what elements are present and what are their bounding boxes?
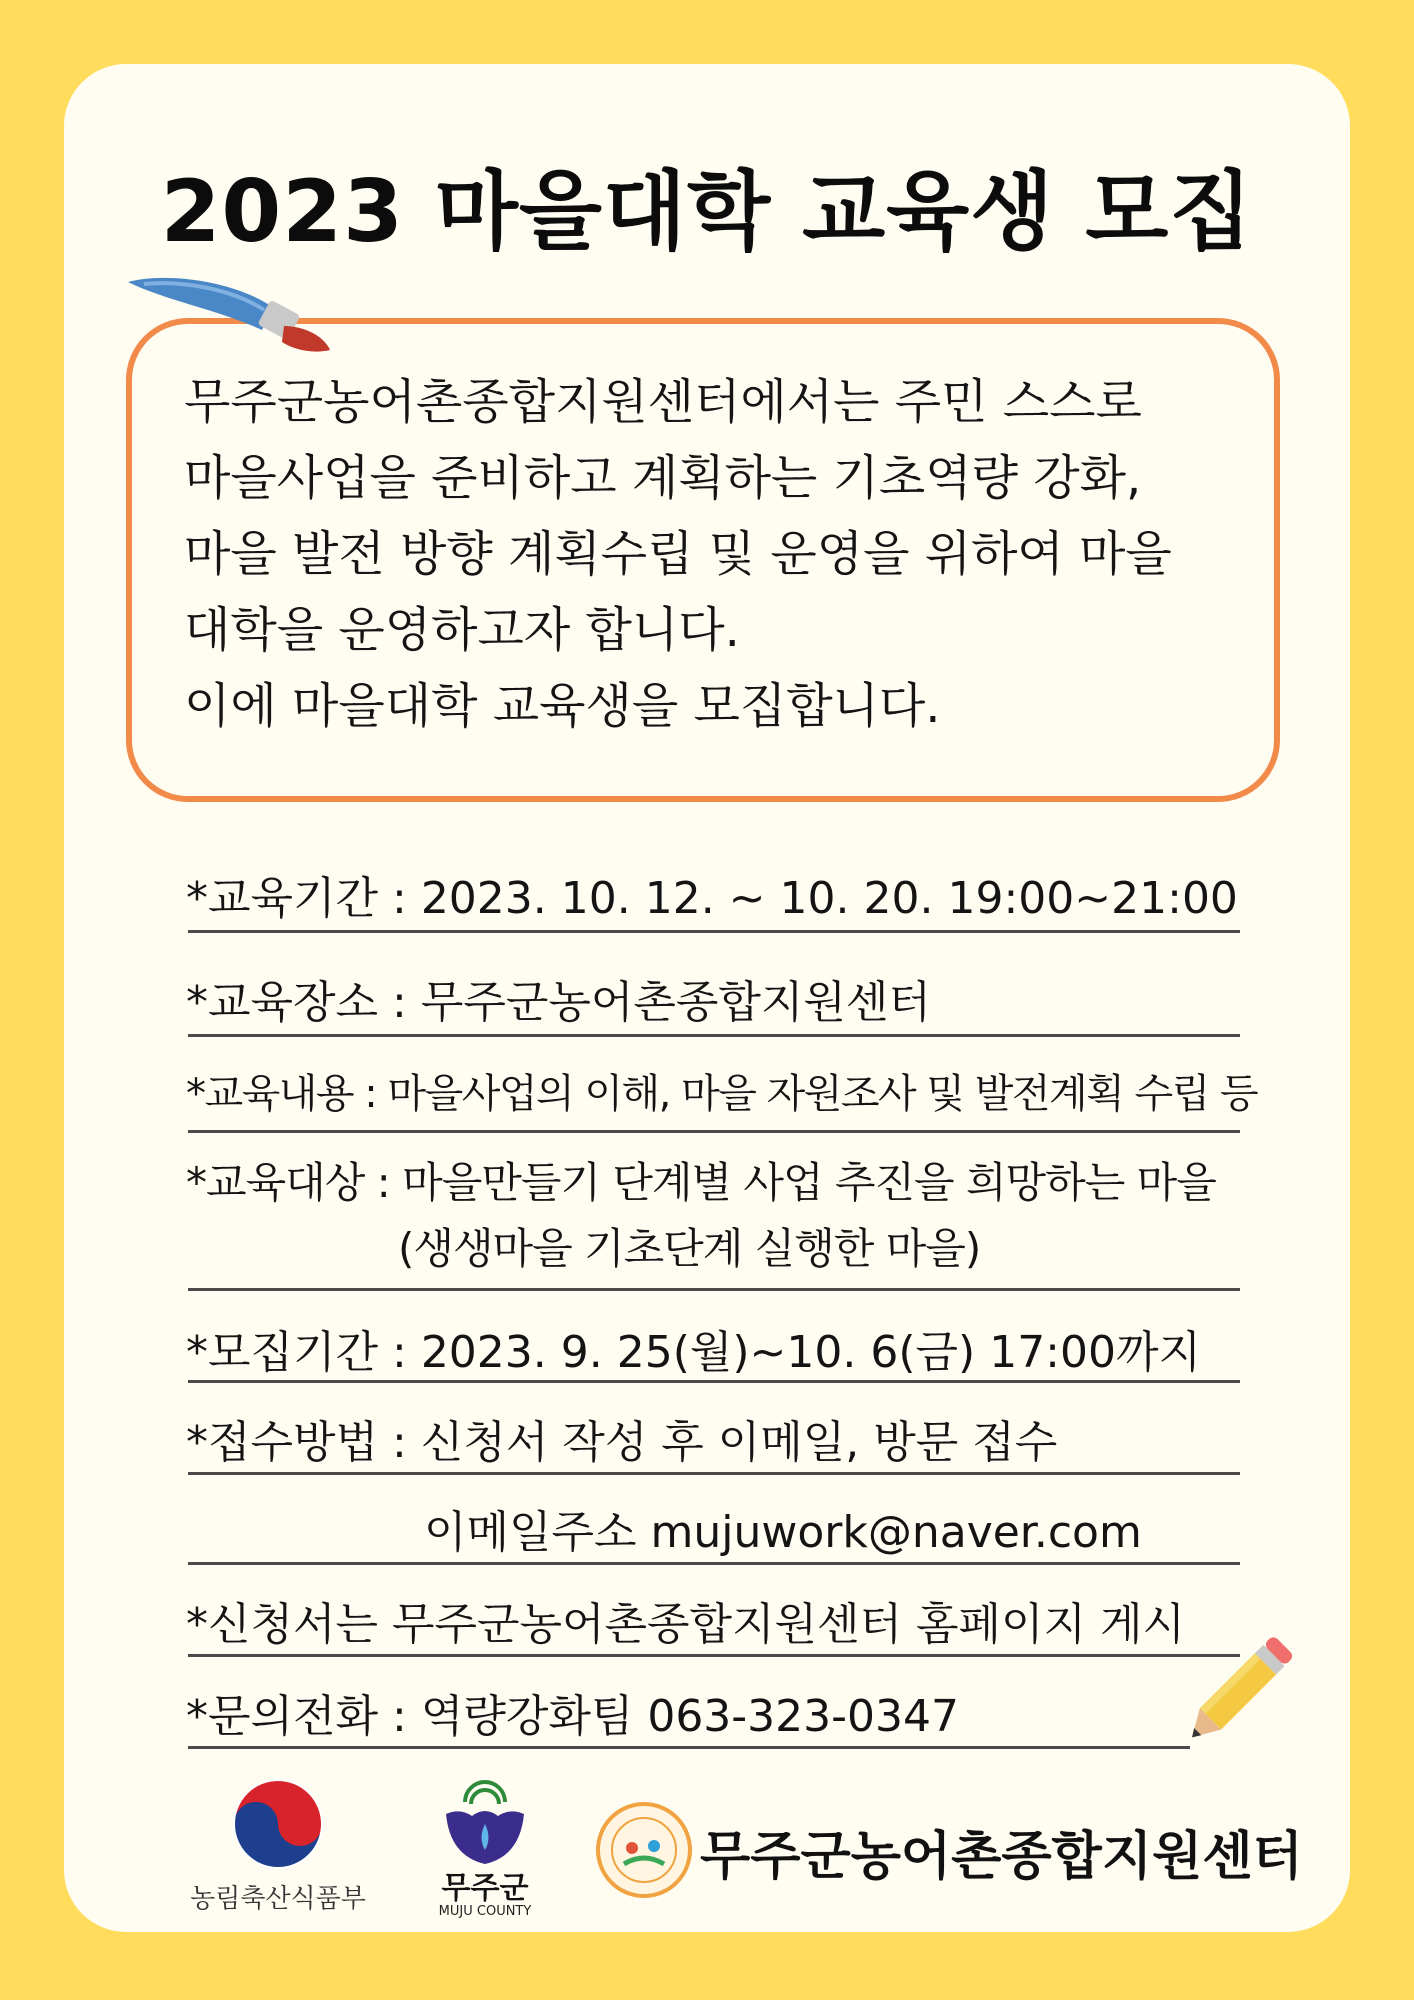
ministry-logo xyxy=(178,1770,378,1930)
page-title: 2023 마을대학 교육생 모집 xyxy=(160,162,1254,262)
center-badge-logo xyxy=(594,1800,694,1900)
county-subtitle: MUJU COUNTY xyxy=(438,1904,532,1919)
taegeuk-logo xyxy=(230,1776,326,1872)
application-method: *접수방법 : 신청서 작성 후 이메일, 방문 접수 xyxy=(186,1417,1058,1468)
muju-county-logo xyxy=(420,1770,550,1930)
divider xyxy=(188,930,1240,933)
divider xyxy=(188,1130,1240,1133)
divider xyxy=(188,1034,1240,1037)
education-place: *교육장소 : 무주군농어촌종합지원센터 xyxy=(186,977,931,1028)
intro-line: 마을사업을 준비하고 계획하는 기초역량 강화, xyxy=(184,450,1142,506)
divider xyxy=(188,1380,1240,1383)
sponsor-logos xyxy=(0,1770,1414,1940)
center-logo xyxy=(594,1800,1303,1910)
pencil-icon xyxy=(1168,1620,1308,1760)
education-target: *교육대상 : 마을만들기 단계별 사업 추진을 희망하는 마을 xyxy=(186,1158,1216,1207)
education-period: *교육기간 : 2023. 10. 12. ~ 10. 20. 19:00~21:00 xyxy=(186,873,1238,924)
education-target-note: (생생마을 기초단계 실행한 마을) xyxy=(398,1224,981,1273)
divider xyxy=(188,1562,1240,1565)
intro-line: 이에 마을대학 교육생을 모집합니다. xyxy=(184,678,941,734)
paintbrush-icon xyxy=(124,270,334,370)
form-notice: *신청서는 무주군농어촌종합지원센터 홈페이지 게시 xyxy=(186,1599,1186,1650)
intro-line: 대학을 운영하고자 합니다. xyxy=(184,602,740,658)
divider xyxy=(188,1472,1240,1475)
email-address[interactable]: 이메일주소 mujuwork@naver.com xyxy=(424,1507,1142,1558)
muju-emblem-icon xyxy=(440,1780,530,1870)
intro-line: 무주군농어촌종합지원센터에서는 주민 스스로 xyxy=(184,374,1142,430)
intro-line: 마을 발전 방향 계획수립 및 운영을 위하여 마을 xyxy=(184,526,1172,582)
divider xyxy=(188,1654,1240,1657)
contact-phone: *문의전화 : 역량강화팀 063-323-0347 xyxy=(186,1691,960,1742)
divider xyxy=(188,1288,1240,1291)
center-name: 무주군농어촌종합지원센터 xyxy=(700,1827,1303,1887)
recruit-period: *모집기간 : 2023. 9. 25(월)~10. 6(금) 17:00까지 xyxy=(186,1327,1202,1378)
education-content: *교육내용 : 마을사업의 이해, 마을 자원조사 및 발전계획 수립 등 xyxy=(186,1071,1258,1117)
ministry-name: 농림축산식품부 xyxy=(190,1884,366,1914)
divider xyxy=(188,1746,1190,1749)
intro-text xyxy=(184,364,1264,744)
county-name: 무주군 xyxy=(441,1871,529,1906)
